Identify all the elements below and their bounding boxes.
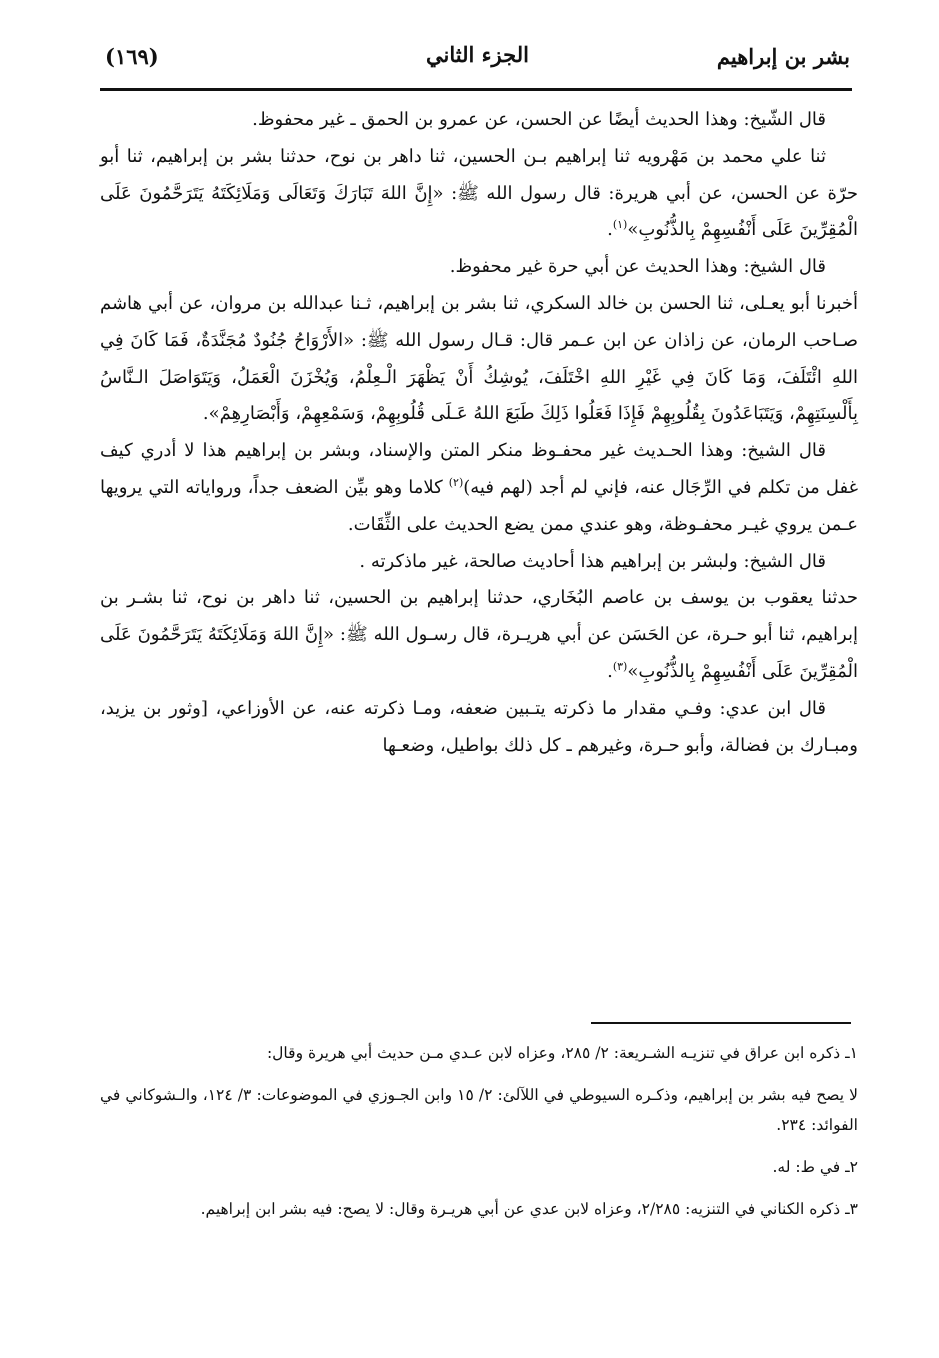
paragraph-text: قال الشيخ: وهذا الحديث عن أبي حرة غير محفوظ. (449, 256, 826, 278)
paragraph-text: قال ابن عدي: وفـي مقدار ما ذكرته يتـبين ضعفه، ومـا ذكرته عنه، عن الأوزاعي، [وثور بن يزيد، ومبـارك بن فضالة، وأبو حـرة، وغيرهم ـ كل ذلك بواطيل، وضعـها (100, 697, 858, 756)
footnote-text: لا يصح فيه بشر بن إبراهيم، وذكـره السيوطي في اللآلئ: ٢/ ١٥ وابن الجـوزي في الموضوعات: ٣/ ١٢٤، والـشوكاني في الفوائد: ٢٣٤. (100, 1086, 858, 1134)
footnotes (100, 1038, 858, 1236)
footnote-text: ٢ـ في ط: له. (772, 1158, 858, 1176)
footnote-3 (100, 1194, 858, 1224)
paragraph-text: حدثنا يعقوب بن يوسف بن عاصم البُخَاري، حدثنا إبراهيم بن الحسين، ثنا داهر بن نوح، ثنا بشـر بن إبراهيم، ثنا أبو حـرة، عن الحَسَن عن أبي هريـرة، قال رسـول الله ﷺ: «إِنَّ اللهَ وَمَلَائِكَتَهُ يَتَرَحَّمُونَ عَلَى الْمُقِرِّينَ عَلَى أَنْفُسِهِمْ بِالذُّنُوبِ» (100, 587, 858, 682)
footnote-ref: (٣) (612, 659, 628, 673)
paragraph (100, 433, 858, 543)
paragraph (100, 580, 858, 690)
paragraph-text: قال الشّيخ: وهذا الحديث أيضًا عن الحسن، عن عمرو بن الحمق ـ غير محفوظ. (252, 109, 826, 130)
main-text (100, 102, 858, 764)
footnote-1-cont (100, 1080, 858, 1140)
footnote-rule (591, 1022, 851, 1024)
paragraph-text: كلاما وهو بيِّن الضعف جداً، ورواياته التي يرويها عـمن يروي غيـر محفـوظة، وهو عندي ممن يضع الحديث على الثِّقَات. (100, 476, 858, 535)
paragraph (100, 102, 858, 139)
footnote-ref: (٢) (448, 475, 464, 489)
paragraph (100, 249, 858, 286)
page-number: (١٦٩) (105, 44, 159, 69)
footnote-text: ١ـ ذكره ابن عراق في تنزيـه الشـريعة: ٢/ ٢٨٥، وعزاه لابن عـدي مـن حديث أبي هريرة وقال: (266, 1044, 858, 1062)
paragraph (100, 691, 858, 765)
paragraph (100, 286, 858, 433)
paragraph-text: ثنا علي محمد بن مَهْرويه ثنا إبراهيم بـن الحسين، ثنا داهر بن نوح، حدثنا بشر بن إبراهيم، ثنا أبو حرّة عن الحسن، عن أبي هريرة: قال رسول الله ﷺ: «إِنَّ اللهَ تَبَارَكَ وَتَعَالَى وَمَلَائِكَتَهُ يَتَرَحَّمُونَ عَلَى الْمُقِرِّينَ عَلَى أَنْفُسِهِمْ بِالذُّنُوبِ» (100, 145, 858, 241)
footnote-ref: (١) (612, 218, 628, 232)
footnote-1 (100, 1038, 858, 1068)
running-title: بشر بن إبراهيم (716, 44, 850, 69)
paragraph-text: أخبرنا أبو يعـلى، ثنا الحسن بن خالد السكري، ثنا بشر بن إبراهيم، ثـنا عبدالله بن مروان، عن أبي هاشم صـاحب الرمان، عن زاذان عن ابن عـمر قال: قـال رسول الله ﷺ: «الأَرْوَاحُ جُنُودٌ مُجَنَّدَةٌ، فَمَا كَانَ فِي اللهِ ائْتَلَفَ، وَمَا كَانَ فِي غَيْرِ اللهِ اخْتَلَفَ، يُوشِكُ أَنْ يَظْهَرَ الْـعِلْمُ، وَيُخْزَنَ الْعَمَلُ، وَيَتَوَاصَلَ الـنَّاسُ بِأَلْسِنَتِهِمْ، وَيَتَبَاعَدُونَ بِقُلُوبِهِمْ فَإِذَا فَعَلُوا ذَلِكَ طَبَعَ اللهُ عَـلَى قُلُوبِهِمْ، وَسَمْعِهِمْ، وَأَبْصَارِهِمْ». (100, 292, 858, 425)
punctuation: . (607, 660, 613, 682)
page-header (105, 38, 850, 78)
header-rule (100, 88, 852, 91)
paragraph-text: قال الشيخ: وهذا الحـديث غير محفـوظ منكر المتن والإسناد، وبشر بن إبراهيم هذا لا أدري كيف غفل من تكلم في الرِّجَال عنه، فإني لم أجد (لهم فيه) (100, 440, 858, 498)
paragraph (100, 139, 858, 249)
punctuation: . (607, 219, 613, 241)
paragraph-text: قال الشيخ: ولبشر بن إبراهيم هذا أحاديث صالحة، غير ماذكرته . (359, 550, 826, 572)
paragraph (100, 544, 858, 581)
volume-title: الجزء الثاني (426, 42, 529, 67)
footnote-text: ٣ـ ذكره الكناني في التنزيه: ٢/٢٨٥، وعزاه لابن عدي عن أبي هريـرة وقال: لا يصح: فيه بشر ابن إبراهيم. (200, 1200, 858, 1218)
footnote-2 (100, 1152, 858, 1182)
